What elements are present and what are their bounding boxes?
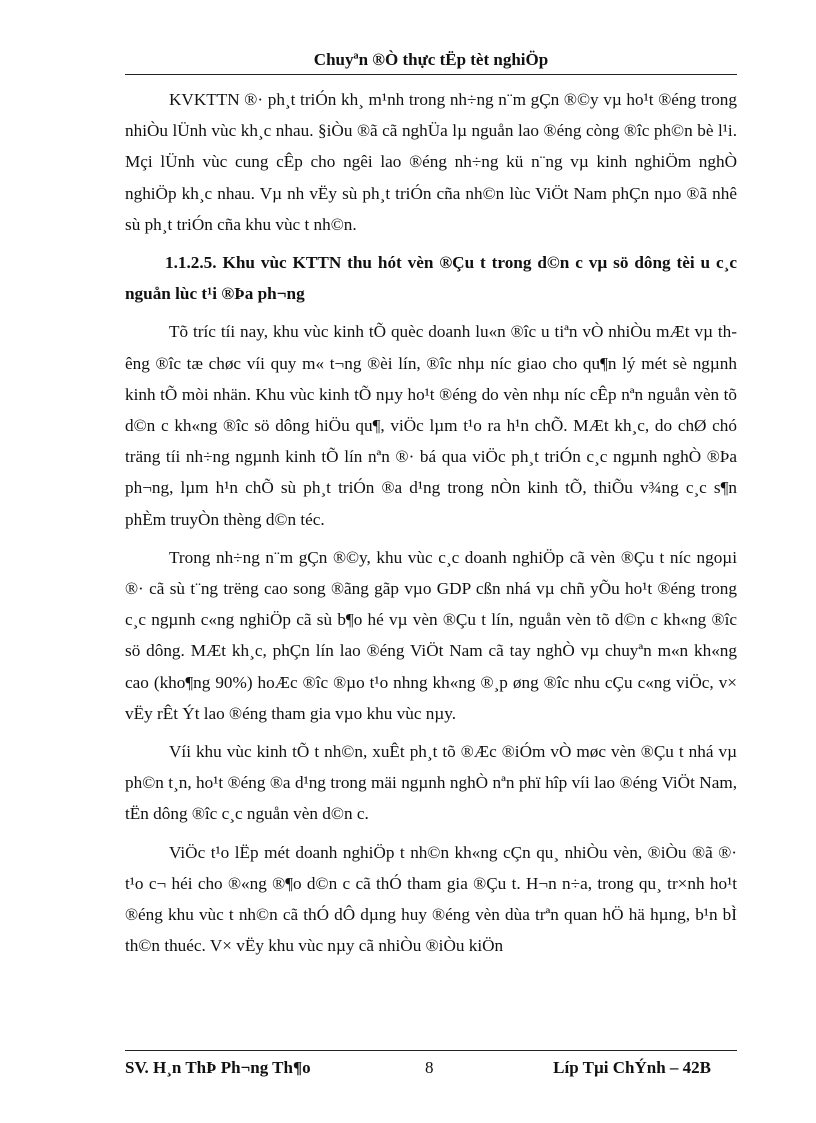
paragraph-2: Tõ tríc tíi nay, khu vùc kinh tÕ quèc doanh lu«n ®îc u tiªn vÒ nhiÒu mÆt vµ thêng ®îc tæ chøc víi quy m« t¬ng ®èi lín, ®îc nhµ níc giao cho qu¶n lý mét sè ngµnh kinh tÕ mòi nhän. Khu vùc kinh tÕ nµy ho¹t ®éng do vèn nhµ níc cÊp nªn nguån vèn tõ d©n c kh«ng ®îc sö dông hiÖu qu¶, viÖc lµm t¹o ra h¹n chÕ. MÆt kh¸c, do chØ chó träng tíi nh÷ng ngµnh kinh tÕ lín nªn ®· bá qua viÖc ph¸t triÓn c¸c ngµnh nghÒ ®Þa ph¬ng, lµm h¹n chÕ sù ph¸t triÓn ®a d¹ng trong nÒn kinh tÕ, thiÕu v¾ng c¸c s¶n phÈm truyÒn thèng d©n téc. [125,322,737,529]
section-heading: 1.1.2.5. Khu vùc KTTN thu hót vèn ®Çu t trong d©n c vµ sö dông tèi u c¸c nguån lùc t¹i ®Þa ph¬ng [125,253,737,304]
page-number: 8 [425,1058,434,1077]
footer-student-name: SV. H¸n ThÞ Ph¬ng Th¶o [125,1058,311,1077]
page-header-title: Chuyªn ®Ò thực tËp tèt nghiÖp [313,50,549,69]
document-body [125,84,737,968]
paragraph-4: Víi khu vùc kinh tÕ t nh©n, xuÊt ph¸t tõ ®Æc ®iÓm vÒ møc vèn ®Çu t nhá vµ ph©n t¸n, ho¹t ®éng ®a d¹ng trong mäi ngµnh nghÒ nªn phï hîp víi lao ®éng ViÖt Nam, tËn dông ®îc c¸c nguån vèn d©n c. [125,742,737,824]
footer-class: Líp Tµi ChÝnh – 42B [553,1058,711,1077]
footer-rule [125,1050,737,1051]
paragraph-3: Trong nh÷ng n¨m gÇn ®©y, khu vùc c¸c doanh nghiÖp cã vèn ®Çu t níc ngoµi ®· cã sù t¨ng trëng cao song ®ãng gãp vµo GDP cßn nhá vµ chñ yÕu ho¹t ®éng trong c¸c ngµnh c«ng nghiÖp cã sù b¶o hé vµ vèn ®Çu t lín, nguån vèn tõ d©n c kh«ng ®îc sö dông. MÆt kh¸c, phÇn lín lao ®éng ViÖt Nam cã tay nghÒ vµ chuyªn m«n kh«ng cao (kho¶ng 90%) hoÆc ®îc ®µo t¹o nhng kh«ng ®¸p øng ®îc nhu cÇu c«ng viÖc, v× vËy rÊt Ýt lao ®éng tham gia vµo khu vùc nµy. [125,547,737,723]
paragraph-1: KVKTTN ®· ph¸t triÓn kh¸ m¹nh trong nh÷ng n¨m gÇn ®©y vµ ho¹t ®éng trong nhiÒu lÜnh vùc kh¸c nhau. §iÒu ®ã cã nghÜa lµ nguån lao ®éng còng ®îc ph©n bè l¹i. Mçi lÜnh vùc cung cÊp cho ngêi lao ®éng nh÷ng kü n¨ng vµ kinh nghiÖm nghÒ nghiÖp kh¸c nhau. Vµ nh vËy sù ph¸t triÓn cña nh©n lùc ViÖt Nam phÇn nµo ®ã nhê sù ph¸t triÓn cña khu vùc t nh©n. [125,90,737,234]
page-footer [125,1054,737,1082]
paragraph-5: ViÖc t¹o lËp mét doanh nghiÖp t nh©n kh«ng cÇn qu¸ nhiÒu vèn, ®iÒu ®ã ®· t¹o c¬ héi cho ®«ng ®¶o d©n c cã thÓ tham gia ®Çu t. H¬n n÷a, trong qu¸ tr×nh ho¹t ®éng khu vùc t nh©n cã thÓ dÔ dµng huy ®éng vèn dùa trªn quan hÖ hä hµng, b¹n bÌ th©n thuéc. V× vËy khu vùc nµy cã nhiÒu ®iÒu kiÖn [125,842,737,956]
header-rule [125,74,737,75]
